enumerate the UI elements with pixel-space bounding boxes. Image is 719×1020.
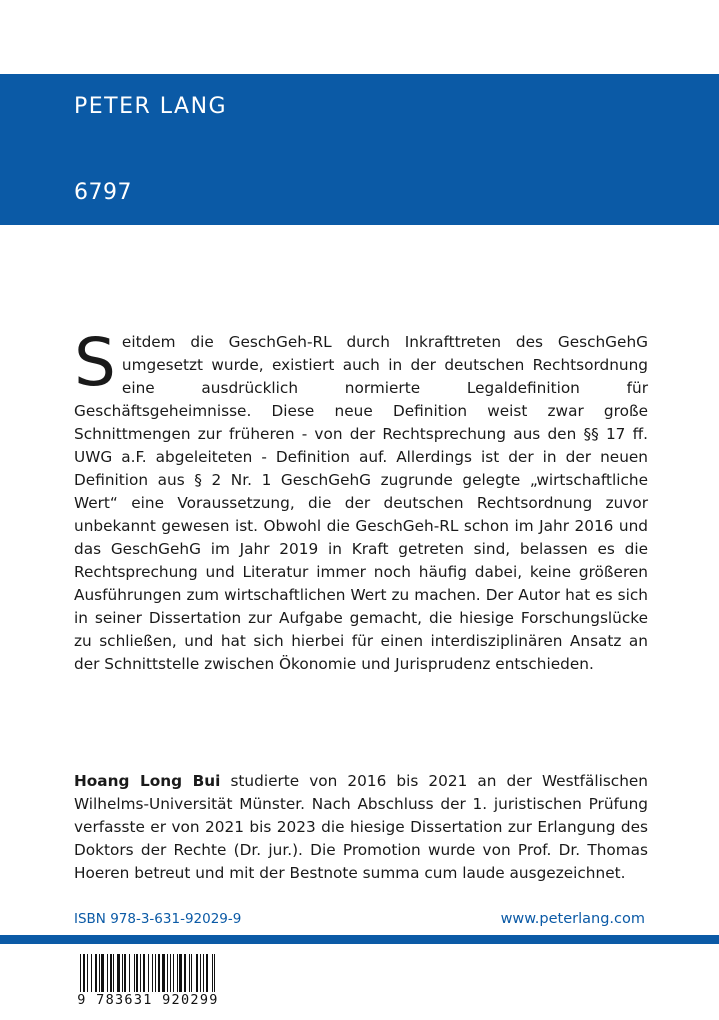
website-link[interactable]: www.peterlang.com [500,911,645,927]
barcode-bar [191,954,192,992]
barcode-bar [83,954,85,992]
author-name: Hoang Long Bui [74,772,221,790]
drop-cap: S [74,324,116,401]
barcode-bar [148,954,149,992]
barcode-bar [143,954,145,992]
barcode-bar [117,954,120,992]
barcode-bar [99,954,100,992]
barcode-bar [87,954,88,992]
barcode-bar [107,954,108,992]
abstract-paragraph [74,324,648,676]
barcode-bar [122,954,123,992]
bio-text: studierte von 2016 bis 2021 an der Westfälischen Wilhelms-Universität Münster. Nach Abschluss der 1. juristischen Prüfung verfasste er von 2021 bis 2023 die hiesige Dissertation zur Erlangung des Doktors der Rechte (Dr. jur.). Die Promotion wurde von Prof. Dr. Thomas Hoeren betreut und mit der Bestnote summa cum laude ausgezeichnet. [74,772,648,882]
barcode-bar [136,954,138,992]
barcode-bar [129,954,130,992]
barcode-bar [113,954,114,992]
barcode-bar [80,954,81,992]
barcode-bar [177,954,178,992]
barcode-bar [155,954,156,992]
header-divider [0,225,719,229]
footer-band [0,935,719,944]
barcode-bar [173,954,174,992]
barcode-bar [184,954,186,992]
abstract-text: eitdem die GeschGeh-RL durch Inkrafttreten des GeschGehG umgesetzt wurde, existiert auch in der deutschen Rechtsordnung eine ausdrücklich normierte Legaldefinition für Geschäftsgeheimnisse. Diese neue Definition weist zwar große Schnittmengen zur früheren - von der Rechtsprechung aus den §§ 17 ff. UWG a.F. abgeleiteten - Definition auf. Allerdings ist der in der neuen Definition aus § 2 Nr. 1 GeschGehG zugrunde gelegte „wirtschaftliche Wert“ eine Voraussetzung, die der deutschen Rechtsordnung zuvor unbekannt gewesen ist. Obwohl die GeschGeh-RL schon im Jahr 2016 und das GeschGehG im Jahr 2019 in Kraft getreten sind, belassen es die Rechtsprechung und Literatur immer noch häufig dabei, keine größeren Ausführungen zum wirtschaftlichen Wert zu machen. Der Autor hat es sich in seiner Dissertation zur Aufgabe gemacht, die hiesige Forschungslücke zu schließen, und hat sich hierbei für einen interdisziplinären Ansatz an der Schnittstelle zwischen Ökonomie und Jurisprudenz entschieden. [74,333,648,673]
barcode-bar [189,954,190,992]
isbn-label: ISBN 978-3-631-92029-9 [74,911,242,927]
barcode [74,952,222,1018]
barcode-bars [74,952,222,992]
barcode-bar [214,954,215,992]
barcode-bar [124,954,126,992]
barcode-bar [203,954,204,992]
barcode-bar [167,954,168,992]
barcode-bar [162,954,165,992]
barcode-bar [170,954,171,992]
barcode-bar [196,954,198,992]
barcode-bar [91,954,92,992]
barcode-bar [206,954,208,992]
barcode-bar [200,954,201,992]
barcode-bar [158,954,160,992]
barcode-bar [95,954,97,992]
barcode-bar [110,954,112,992]
barcode-bar [101,954,104,992]
barcode-bar [140,954,141,992]
barcode-bar [212,954,213,992]
series-number: 6797 [74,180,132,205]
barcode-bar [134,954,135,992]
barcode-bar [152,954,153,992]
publisher-name: PETER LANG [74,94,228,119]
author-bio [74,770,648,885]
barcode-digits: 9 783631 920299 [77,992,219,1008]
barcode-bar [179,954,182,992]
